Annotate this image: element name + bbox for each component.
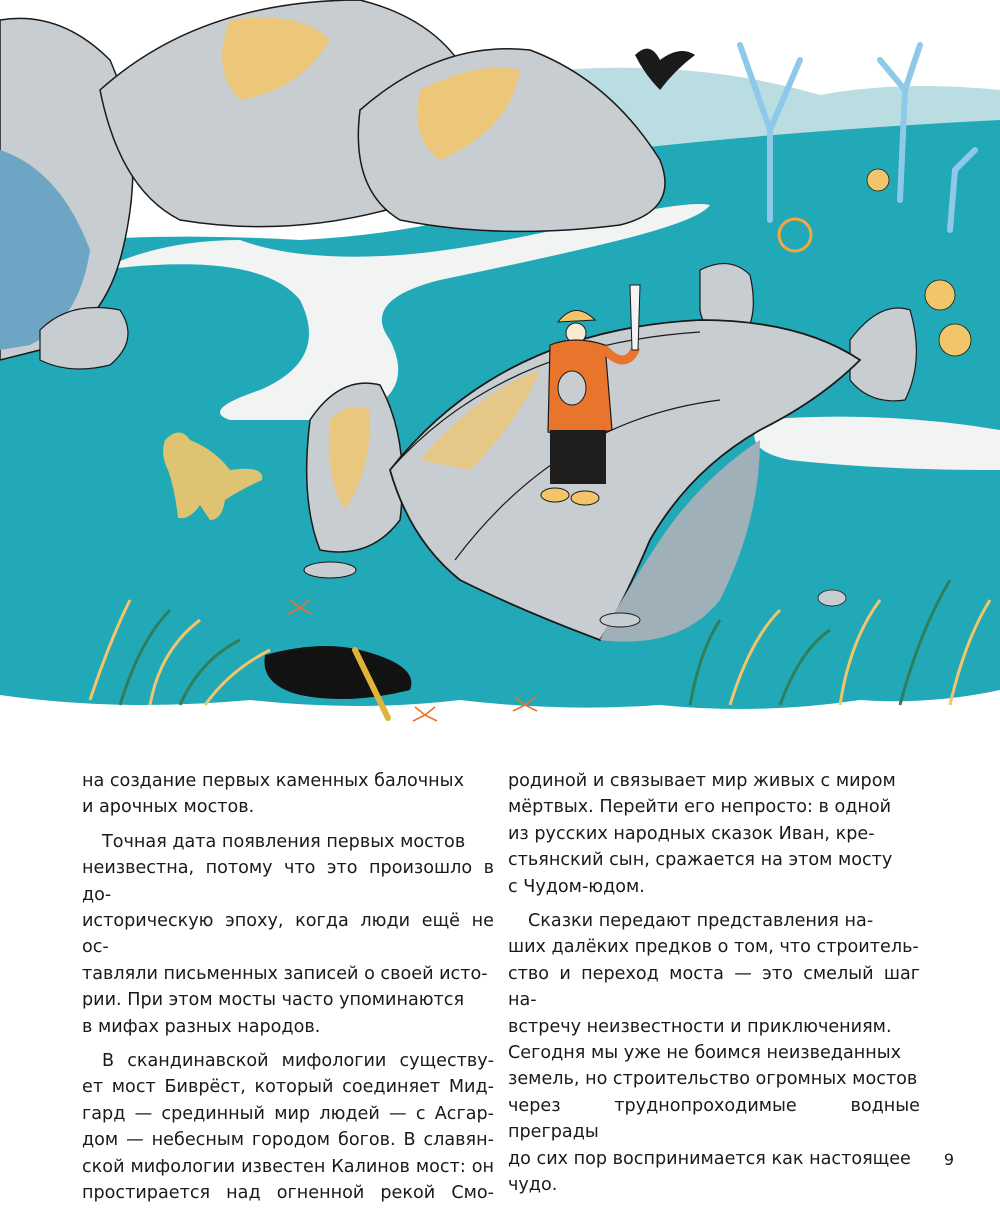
- traveller-bag: [558, 371, 586, 405]
- text-line: в мифах разных народов.: [82, 1016, 321, 1037]
- paragraph-5: [508, 908, 920, 1198]
- text-line: ство и переход моста — это смелый шаг на-: [508, 963, 920, 1011]
- text-line: на создание первых каменных балочных: [82, 771, 464, 791]
- text-line: рии. При этом мосты часто упоминаются: [82, 990, 465, 1011]
- text-line: до сих пор воспринимается как настоящее: [508, 1148, 911, 1169]
- traveller-sword: [630, 285, 640, 350]
- text-line: и арочных мостов.: [82, 797, 255, 818]
- paragraph-4: [508, 768, 920, 900]
- text-line: Сказки передают представления на-: [528, 911, 874, 932]
- text-column-left: [82, 768, 494, 1207]
- page-number: 9: [943, 1150, 954, 1169]
- paragraph-3: [82, 1048, 494, 1206]
- text-line: историческую эпоху, когда люди ещё не ос-: [82, 911, 494, 958]
- skull-3: [939, 324, 971, 356]
- text-line: ет мост Биврёст, который соединяет Мид-: [82, 1077, 494, 1098]
- grey-mouse: [818, 590, 846, 606]
- text-line: с Чудом-юдом.: [508, 876, 645, 897]
- text-line: чудо.: [508, 1175, 558, 1196]
- skull-2: [925, 280, 955, 310]
- text-line: неизвестна, потому что это произошло в до-: [82, 858, 494, 905]
- paragraph-2: [82, 829, 494, 1040]
- paragraph-1: [82, 768, 494, 821]
- text-line: дом — небесным городом богов. В славян-: [82, 1130, 494, 1151]
- stepping-stone-2: [600, 613, 640, 627]
- text-line: мёртвых. Перейти его непросто: в одной: [508, 797, 892, 818]
- traveller-shoe-left: [541, 488, 569, 502]
- traveller-shoe-right: [571, 491, 599, 505]
- text-column-right: [508, 768, 920, 1199]
- text-line: тавляли письменных записей о своей исто-: [82, 963, 488, 984]
- text-line: Сегодня мы уже не боимся неизведанных: [508, 1043, 902, 1064]
- text-line: встречу неизвестности и приключениям.: [508, 1016, 892, 1037]
- traveller-trousers: [550, 430, 606, 484]
- stepping-stone-1: [304, 562, 356, 578]
- text-line: простирается над огненной рекой Смо-: [82, 1183, 494, 1204]
- text-line: земель, но строительство огромных мостов: [508, 1069, 918, 1090]
- text-line: родиной и связывает мир живых с миром: [508, 771, 896, 791]
- text-line: через труднопроходимые водные преграды: [508, 1095, 920, 1143]
- text-line: В скандинавской мифологии существу-: [102, 1051, 494, 1072]
- text-line: Точная дата появления первых мостов: [102, 831, 466, 852]
- text-line: из русских народных сказок Иван, кре-: [508, 823, 875, 844]
- text-line: гард — срединный мир людей — с Асгар-: [82, 1103, 494, 1124]
- text-line: ших далёких предков о том, что строитель-: [508, 937, 919, 958]
- text-line: стьянский сын, сражается на этом мосту: [508, 850, 893, 871]
- text-line: ской мифологии известен Калинов мост: он: [82, 1156, 494, 1177]
- skull-1: [867, 169, 889, 191]
